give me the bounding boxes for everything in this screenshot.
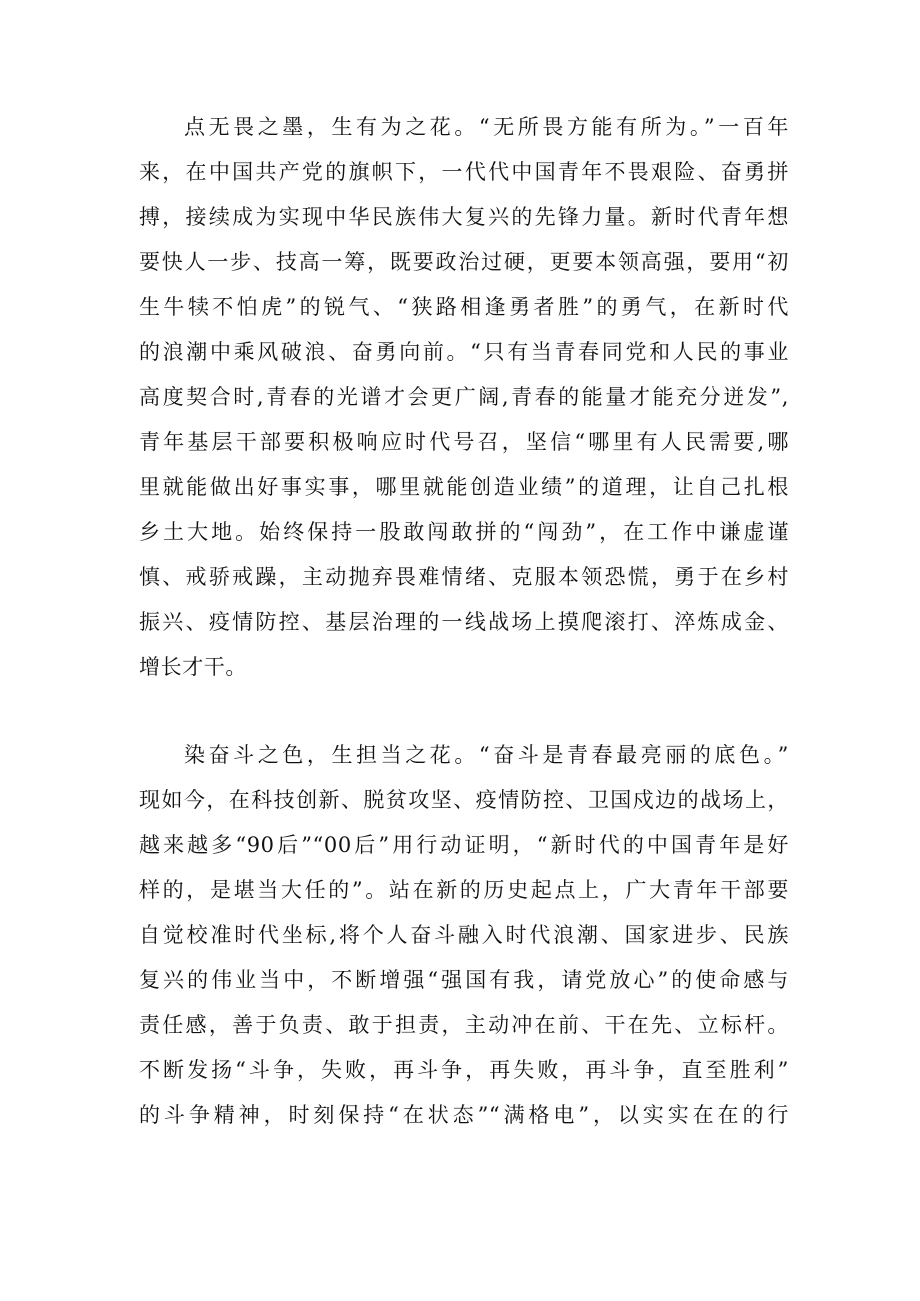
- paragraph-line: 慎、戒骄戒躁，主动抛弃畏难情绪、克服本领恐慌，勇于在乡村: [139, 565, 789, 589]
- paragraph-line: 里就能做出好事实事，哪里就能创造业绩”的道理，让自己扎根: [139, 475, 789, 499]
- paragraph-line: 责任感，善于负责、敢于担责，主动冲在前、干在先、立标杆。: [139, 1013, 789, 1037]
- paragraph-line: 来，在中国共产党的旗帜下，一代代中国青年不畏艰险、奋勇拼: [139, 160, 789, 184]
- paragraph-line: 振兴、疫情防控、基层治理的一线战场上摸爬滚打、淬炼成金、: [139, 610, 789, 634]
- paragraph-line: 自觉校准时代坐标,将个人奋斗融入时代浪潮、国家进步、民族: [139, 923, 789, 947]
- paragraph-line: 复兴的伟业当中，不断增强“强国有我，请党放心”的使命感与: [139, 968, 789, 992]
- paragraph-line: 染奋斗之色，生担当之花。“奋斗是青春最亮丽的底色。”: [184, 743, 789, 767]
- paragraph-line: 不断发扬“斗争，失败，再斗争，再失败，再斗争，直至胜利”: [139, 1058, 789, 1082]
- paragraph-line: 点无畏之墨，生有为之花。“无所畏方能有所为。”一百年: [184, 115, 789, 139]
- paragraph-1: [139, 105, 789, 690]
- paragraph-line: 搏，接续成为实现中华民族伟大复兴的先锋力量。新时代青年想: [139, 205, 789, 229]
- paragraph-line: 的斗争精神，时刻保持“在状态”“满格电”，以实实在在的行: [139, 1103, 789, 1127]
- paragraph-line: 乡土大地。始终保持一股敢闯敢拼的“闯劲”，在工作中谦虚谨: [139, 520, 789, 544]
- paragraph-line: 高度契合时,青春的光谱才会更广阔,青春的能量才能充分迸发”,: [139, 385, 789, 409]
- paragraph-line: 现如今，在科技创新、脱贫攻坚、疫情防控、卫国戍边的战场上，: [139, 788, 789, 812]
- paragraph-line: 青年基层干部要积极响应时代号召，坚信“哪里有人民需要,哪: [139, 430, 789, 454]
- paragraph-line: 增长才干。: [139, 655, 247, 679]
- paragraph-2: [139, 733, 789, 1138]
- paragraph-line: 的浪潮中乘风破浪、奋勇向前。“只有当青春同党和人民的事业: [139, 340, 789, 364]
- paragraph-line: 越来越多“90后”“00后”用行动证明，“新时代的中国青年是好: [139, 833, 789, 857]
- paragraph-line: 要快人一步、技高一筹，既要政治过硬，更要本领高强，要用“初: [139, 250, 789, 274]
- paragraph-line: 生牛犊不怕虎”的锐气、“狭路相逢勇者胜”的勇气，在新时代: [139, 295, 789, 319]
- paragraph-line: 样的，是堪当大任的”。站在新的历史起点上，广大青年干部要: [139, 878, 789, 902]
